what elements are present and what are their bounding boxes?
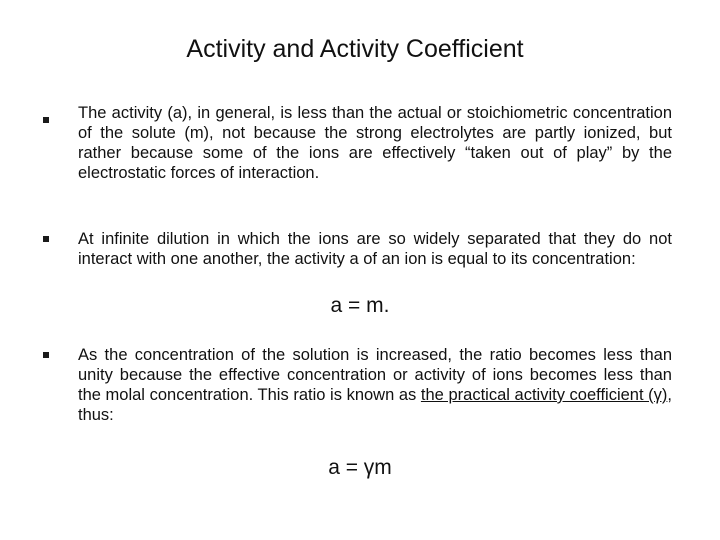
bullet-marker-1 (43, 117, 49, 123)
slide-title: Activity and Activity Coefficient (186, 35, 524, 63)
paragraph-activity-definition: The activity (a), in general, is less than the actual or stoichiometric concentration of the solute (m), not because the strong electrolytes are partly ionized, but rather because some of the ions are effectively “taken out of play” by the electrostatic forces of interaction. (78, 104, 672, 182)
coefficient-term-underlined: the practical activity coefficient (γ) (420, 386, 668, 404)
formula-a-equals-m: a = m. (330, 294, 390, 317)
paragraph-activity-coefficient (78, 345, 672, 425)
coefficient-text-before: As the concentration of the solution is increased, the ratio becomes less than unity because the effective concentration or activity of ions becomes less than the molal concentration. This ratio is known as (78, 346, 672, 404)
bullet-marker-2 (43, 236, 49, 242)
paragraph-infinite-dilution: At infinite dilution in which the ions are so widely separated that they do not interact with one another, the activity a of an ion is equal to its concentration: (78, 230, 672, 268)
bullet-marker-3 (43, 352, 49, 358)
formula-a-equals-gamma-m: a = γm (328, 456, 392, 479)
coefficient-text-after: , thus: (78, 386, 672, 424)
